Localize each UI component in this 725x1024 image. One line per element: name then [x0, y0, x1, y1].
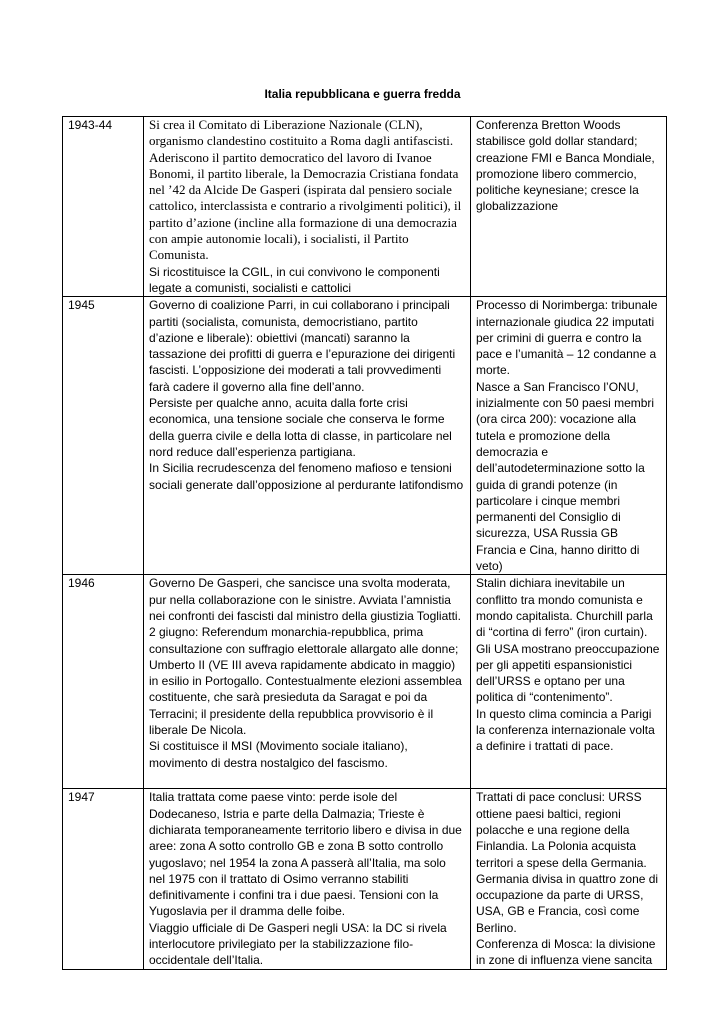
italy-events-cell: [144, 117, 471, 297]
paragraph: Si costituisce il MSI (Movimento sociale italiano), movimento di destra nostalgico del fascismo.: [149, 739, 408, 770]
year-cell: 1945: [63, 297, 144, 575]
table-row: [63, 297, 667, 575]
timeline-table: [62, 116, 667, 970]
table-row: [63, 117, 667, 297]
world-events-cell: [471, 575, 667, 789]
paragraph: Stalin dichiara inevitabile un conflitto tra mondo comunista e mondo capitalista. Churchill parla di “cortina di ferro” (iron curtain).: [476, 576, 653, 640]
page-title: Italia repubblicana e guerra fredda: [264, 87, 461, 101]
paragraph: Conferenza di Mosca: la divisione in zone di influenza viene sancita: [476, 936, 656, 968]
paragraph: 2 giugno: Referendum monarchia-repubblica, prima consultazione con suffragio elettorale allargato alle donne; Umberto II (VE III aveva rapidamente abdicato in maggio) in esilio in Portogallo. Contestualmente elezioni assemblea costituente, che sarà presieduta da Saragat e poi da Terracini; il presidente della repubblica provvisorio è il liberale De Nicola.: [149, 625, 462, 737]
paragraph: In questo clima comincia a Parigi la conferenza internazionale volta a definire i trattati di pace.: [476, 706, 655, 754]
world-events-cell: [471, 117, 667, 297]
paragraph: Si ricostituisce la CGIL, in cui convivono le componenti legate a comunisti, socialisti e cattolici: [149, 264, 440, 295]
paragraph: Viaggio ufficiale di De Gasperi negli USA: la DC si rivela interlocutore privilegiato per la stabilizzazione filo-occidentale dell’Italia.: [149, 920, 447, 968]
italy-events-cell: [144, 575, 471, 789]
year-cell: 1947: [63, 789, 144, 969]
paragraph: Governo di coalizione Parri, in cui collaborano i principali partiti (socialista, comunista, democristiano, partito d’azione e liberale): obiettivi (mancati) saranno la tassazione dei profitti di guerra e l’epurazione dei dirigenti fascisti. L’opposizione dei moderati a tali provvedimenti farà cadere il governo alla fine dell’anno.: [149, 298, 456, 394]
table-row: [63, 789, 667, 969]
world-events-cell: [471, 297, 667, 575]
paragraph: In Sicilia recrudescenza del fenomeno mafioso e tensioni sociali generate dall’opposizione al perdurante latifondismo: [149, 461, 464, 492]
paragraph: Governo De Gasperi, che sancisce una svolta moderata, pur nella collaborazione con le sinistre. Avviata l’amnistia nei confronti dei fascisti dal ministro della giustizia Togliatti.: [149, 576, 461, 623]
italy-events-cell: [144, 789, 471, 969]
paragraph: Italia trattata come paese vinto: perde isole del Dodecaneso, Istria e parte della Dalmazia; Trieste è dichiarata temporaneamente territorio libero e divisa in due aree: zona A sotto controllo GB e zona B sotto controllo yugoslavo; nel 1954 la zona A passerà all’Italia, ma solo nel 1975 con il trattato di Osimo verranno stabiliti definitivamente i confini tra i due paesi. Tensioni con la Yugoslavia per il dramma delle foibe.: [149, 790, 462, 919]
paragraph: Si crea il Comitato di Liberazione Nazionale (CLN), organismo clandestino costituito a Roma dagli antifascisti. Aderiscono il partito democratico del lavoro di Ivanoe Bonomi, il partito liberale, la Democrazia Cristiana fondata nel ’42 da Alcide De Gasperi (ispirata dal pensiero sociale cattolico, interclassista e contrario a rivolgimenti politici), il partito d’azione (incline alla formazione di una democrazia con ampie autonomie locali), i socialisti, il Partito Comunista.: [149, 117, 462, 263]
paragraph: Trattati di pace conclusi: URSS ottiene paesi baltici, regioni polacche e una regione della Finlandia. La Polonia acquista territori a spese della Germania. Germania divisa in quattro zone di occupazione da parte di URSS, USA, GB e Francia, così come Berlino.: [476, 790, 659, 935]
table-row: [63, 575, 667, 789]
paragraph: Processo di Norimberga: tribunale internazionale giudica 22 imputati per crimini di guerra e contro la pace e l’umanità – 12 condanne a morte.: [476, 298, 658, 378]
world-events-cell: [471, 789, 667, 969]
italy-events-cell: [144, 297, 471, 575]
paragraph: Gli USA mostrano preoccupazione per gli appetiti espansionistici dell’URSS e optano per una politica di “contenimento”.: [476, 641, 660, 705]
paragraph: Persiste per qualche anno, acuita dalla forte crisi economica, una tensione sociale che conserva le forme della guerra civile e della lotta di classe, in particolare nel nord reduce dall’esperienza partigiana.: [149, 396, 452, 459]
paragraph: Nasce a San Francisco l’ONU, inizialmente con 50 paesi membri (ora circa 200): vocazione alla tutela e promozione della democrazia e dell’autodeterminazione sotto la guida di grandi potenze (in particolare i cinque membri permanenti del Consiglio di sicurezza, USA Russia GB Francia e Cina, hanno diritto di veto): [476, 379, 655, 574]
paragraph: Conferenza Bretton Woods stabilisce gold dollar standard; creazione FMI e Banca Mondiale, promozione libero commercio, politiche keynesiane; cresce la globalizzazione: [476, 118, 655, 214]
year-cell: 1946: [63, 575, 144, 789]
year-cell: 1943-44: [63, 117, 144, 297]
